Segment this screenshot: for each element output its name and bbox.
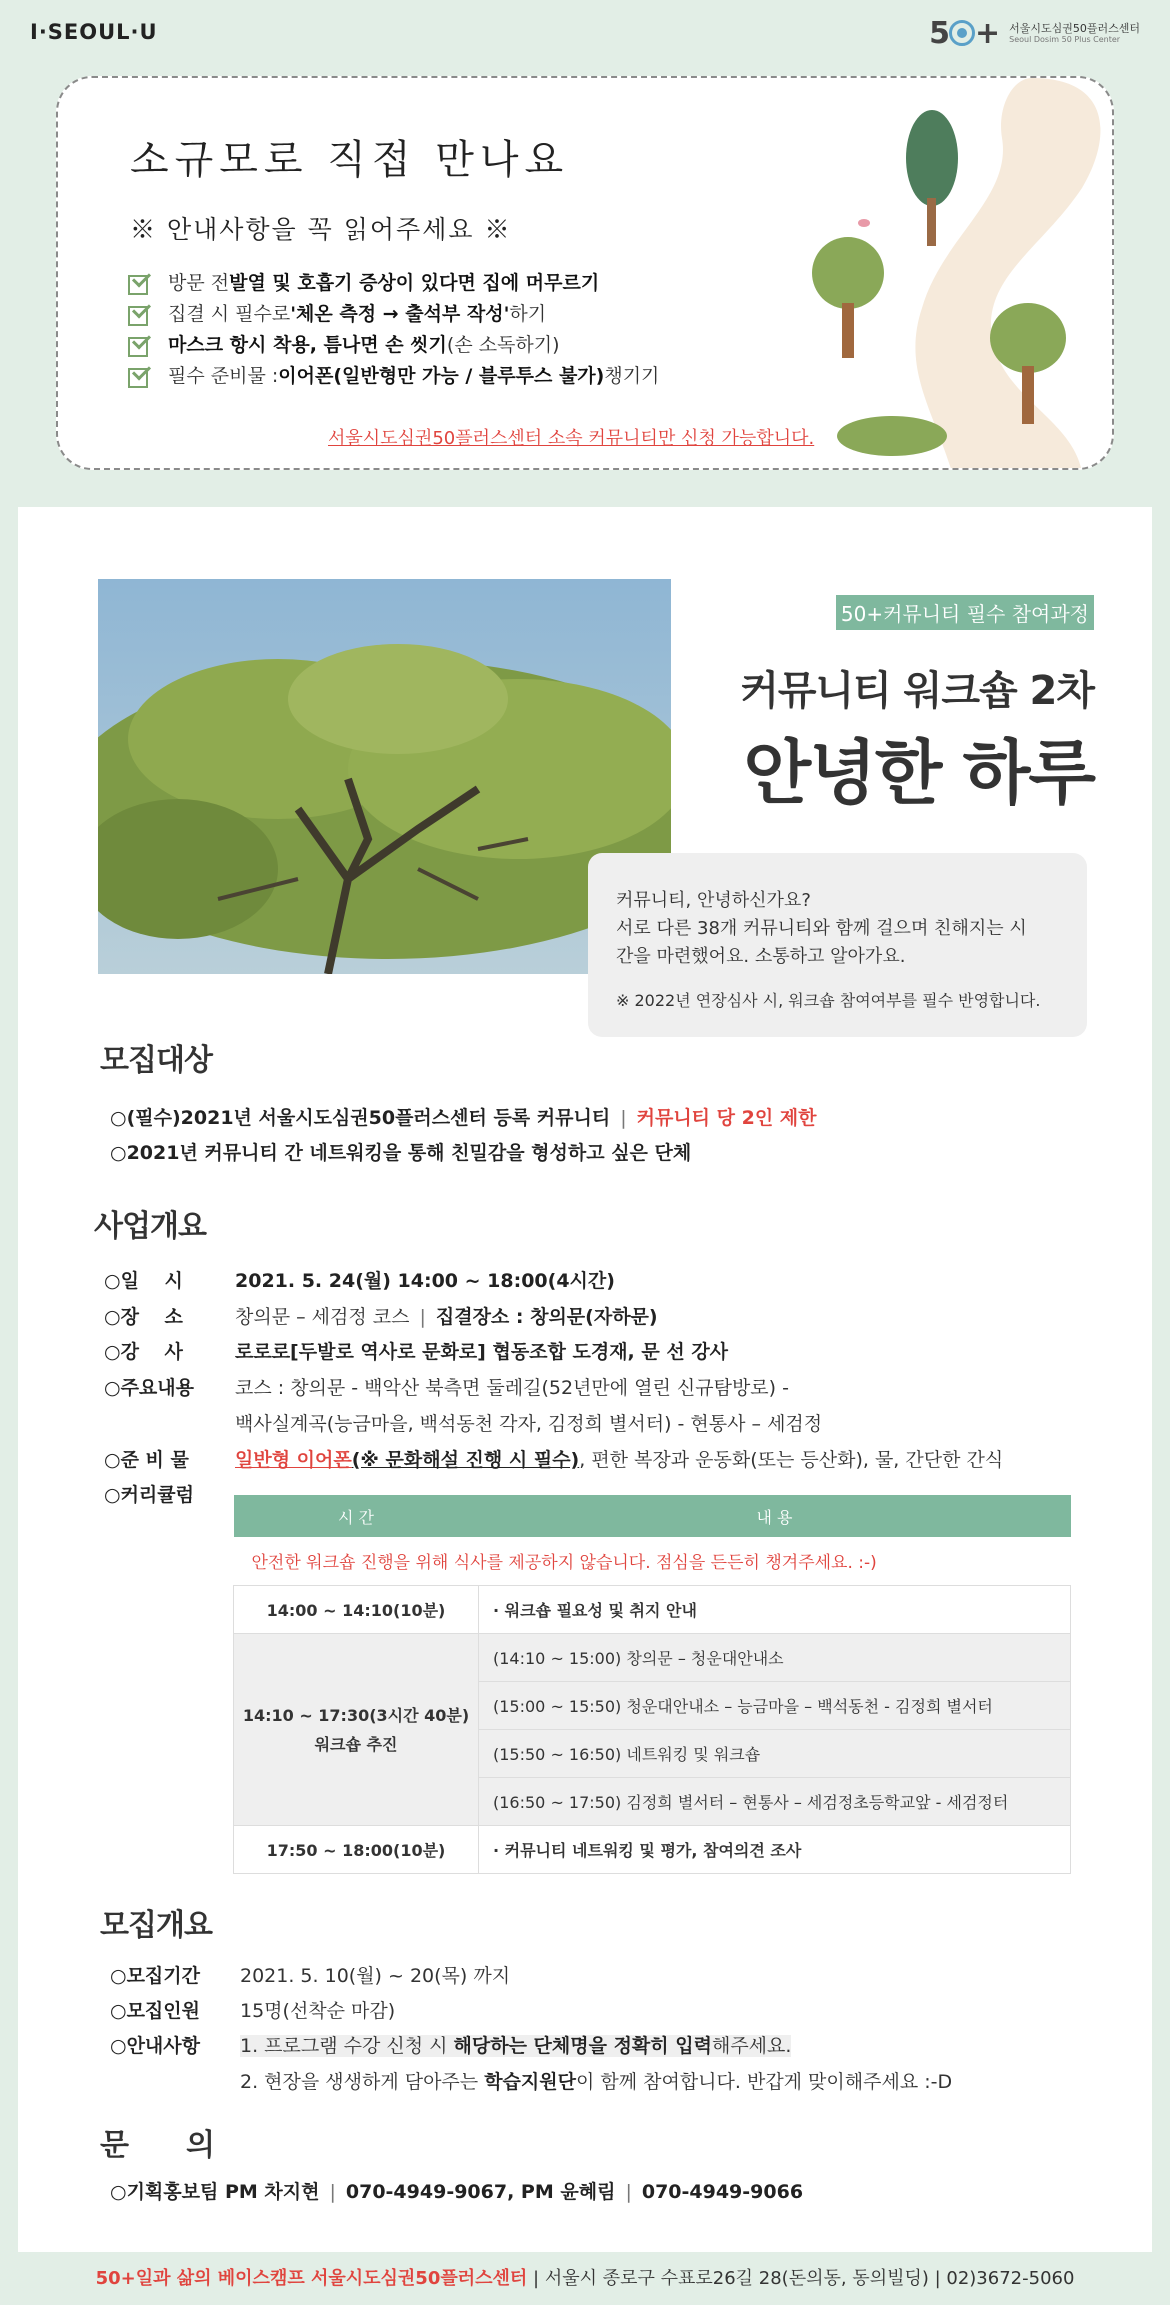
required-course-badge: 50+커뮤니티 필수 참여과정: [836, 595, 1094, 630]
overview-content: ○주요내용 코스 : 창의문 - 백악산 북측면 둘레길(52년만에 열린 신규탐방로) -: [104, 1377, 789, 1399]
center-name-ko: 서울시도심권50플러스센터: [1009, 22, 1140, 36]
event-title: 안녕한 하루: [743, 732, 1094, 814]
tree-photo: [98, 579, 671, 974]
top-bar: [0, 0, 1170, 70]
checklist-item: 필수 준비물 : 이어폰(일반형만 가능 / 블루투스 불가) 챙기기: [128, 359, 659, 390]
iseoulu-logo[interactable]: I·SEOUL·U: [30, 20, 158, 44]
recruit-section-title: 모집개요: [100, 1908, 212, 1943]
recruit-info-1: ○안내사항 1. 프로그램 수강 신청 시 해당하는 단체명을 정확히 입력해주세요.: [110, 2035, 792, 2057]
intro-text-line: 간을 마련했어요. 소통하고 알아가요.: [616, 946, 906, 967]
checkbox-icon: [128, 333, 152, 355]
table-header-content: 내 용: [479, 1495, 1071, 1537]
recruit-period: ○모집기간 2021. 5. 10(월) ~ 20(목) 까지: [110, 1965, 511, 1987]
notice-checklist: [128, 266, 659, 390]
row-content: (15:00 ~ 15:50) 청운대안내소 – 능금마을 – 백석동천 - 김정희 별서터: [479, 1681, 1071, 1729]
checklist-item: 방문 전 발열 및 호흡기 증상이 있다면 집에 머무르기: [128, 266, 659, 297]
table-row: [234, 1633, 1071, 1681]
center-name-en: Seoul Dosim 50 Plus Center: [1009, 35, 1121, 45]
row-time: 14:10 ~ 17:30(3시간 40분) 워크숍 추진: [234, 1633, 479, 1825]
row-content: · 커뮤니티 네트워킹 및 평가, 참여의견 조사: [479, 1825, 1071, 1873]
intro-text-line: 커뮤니티, 안녕하신가요?: [616, 890, 811, 911]
intro-box: [588, 853, 1087, 1037]
notice-subtitle: ※ 안내사항을 꼭 읽어주세요 ※: [130, 215, 512, 244]
row-time: 17:50 ~ 18:00(10분): [234, 1825, 479, 1873]
row-content: (14:10 ~ 15:00) 창의문 – 청운대안내소: [479, 1633, 1071, 1681]
event-subtitle: 커뮤니티 워크숍 2차: [740, 668, 1094, 714]
overview-place: ○장 소 창의문 – 세검정 코스 | 집결장소 : 창의문(자하문): [104, 1306, 658, 1328]
footer: [0, 2252, 1170, 2305]
fifty-plus-logo-icon: 5 +: [929, 16, 1000, 51]
meal-note: 안전한 워크숍 진행을 위해 식사를 제공하지 않습니다. 점심을 든든히 챙겨주세요. :-): [251, 1553, 877, 1574]
notice-box: [56, 76, 1114, 470]
center-logo[interactable]: [929, 16, 1140, 51]
checkbox-icon: [128, 302, 152, 324]
table-header-time: 시 간: [234, 1495, 479, 1537]
recruit-info-2: 2. 현장을 생생하게 담아주는 학습지원단이 함께 참여합니다. 반갑게 맞이해주세요 :-D: [240, 2071, 953, 2093]
intro-text-line: 서로 다른 38개 커뮤니티와 함께 걸으며 친해지는 시: [616, 918, 1027, 939]
overview-curriculum-label: ○커리큘럼: [104, 1484, 194, 1506]
footer-address: | 서울시 종로구 수표로26길 28(돈의동, 동의빌딩) | 02)3672-5060: [527, 2268, 1075, 2289]
intro-note: ※ 2022년 연장심사 시, 워크숍 참여여부를 필수 반영합니다.: [616, 991, 1041, 1010]
row-time: 14:00 ~ 14:10(10분): [234, 1585, 479, 1633]
overview-date: ○일 시 2021. 5. 24(월) 14:00 ~ 18:00(4시간): [104, 1270, 615, 1292]
overview-content-line-2: 백사실계곡(능금마을, 백석동천 각자, 김정희 별서터) - 현통사 – 세검정: [235, 1413, 823, 1435]
checkbox-icon: [128, 271, 152, 293]
eligibility-warning: 서울시도심권50플러스센터 소속 커뮤니티만 신청 가능합니다.: [328, 428, 815, 449]
checklist-item: 집결 시 필수로 '체온 측정 → 출석부 작성' 하기: [128, 297, 659, 328]
target-section-title: 모집대상: [100, 1043, 212, 1078]
overview-lecturer: ○강 사 로로로[두발로 역사로 문화로] 협동조합 도경재, 문 선 강사: [104, 1341, 729, 1363]
recruit-people: ○모집인원 15명(선착순 마감): [110, 2000, 396, 2022]
overview-section-title: 사업개요: [94, 1209, 206, 1244]
checkbox-icon: [128, 364, 152, 386]
checklist-item: 마스크 항시 착용, 틈나면 손 씻기 (손 소독하기): [128, 328, 659, 359]
forest-path-illustration: [782, 78, 1112, 470]
curriculum-table: [233, 1495, 1071, 1874]
target-line-2: ○2021년 커뮤니티 간 네트워킹을 통해 친밀감을 형성하고 싶은 단체: [110, 1142, 692, 1164]
row-content: (15:50 ~ 16:50) 네트워킹 및 워크숍: [479, 1729, 1071, 1777]
contact-line: ○기획홍보팀 PM 차지현 | 070-4949-9067, PM 윤혜림 | 070-4949-9066: [110, 2181, 804, 2203]
table-row: [234, 1825, 1071, 1873]
main-card: [18, 507, 1152, 2252]
row-content: (16:50 ~ 17:50) 김정희 별서터 – 현통사 – 세검정초등학교앞 - 세검정터: [479, 1777, 1071, 1825]
notice-title: 소규모로 직접 만나요: [130, 137, 570, 183]
contact-section-title: 문 의: [100, 2128, 214, 2163]
target-line-1: ○(필수)2021년 서울시도심권50플러스센터 등록 커뮤니티 | 커뮤니티 당 2인 제한: [110, 1107, 817, 1129]
row-content: · 워크숍 필요성 및 취지 안내: [479, 1585, 1071, 1633]
table-row: [234, 1585, 1071, 1633]
footer-brand: 50+일과 삶의 베이스캠프 서울시도심권50플러스센터: [95, 2268, 528, 2289]
overview-preparation: ○준 비 물 일반형 이어폰(※ 문화해설 진행 시 필수), 편한 복장과 운동화(또는 등산화), 물, 간단한 간식: [104, 1449, 1004, 1471]
